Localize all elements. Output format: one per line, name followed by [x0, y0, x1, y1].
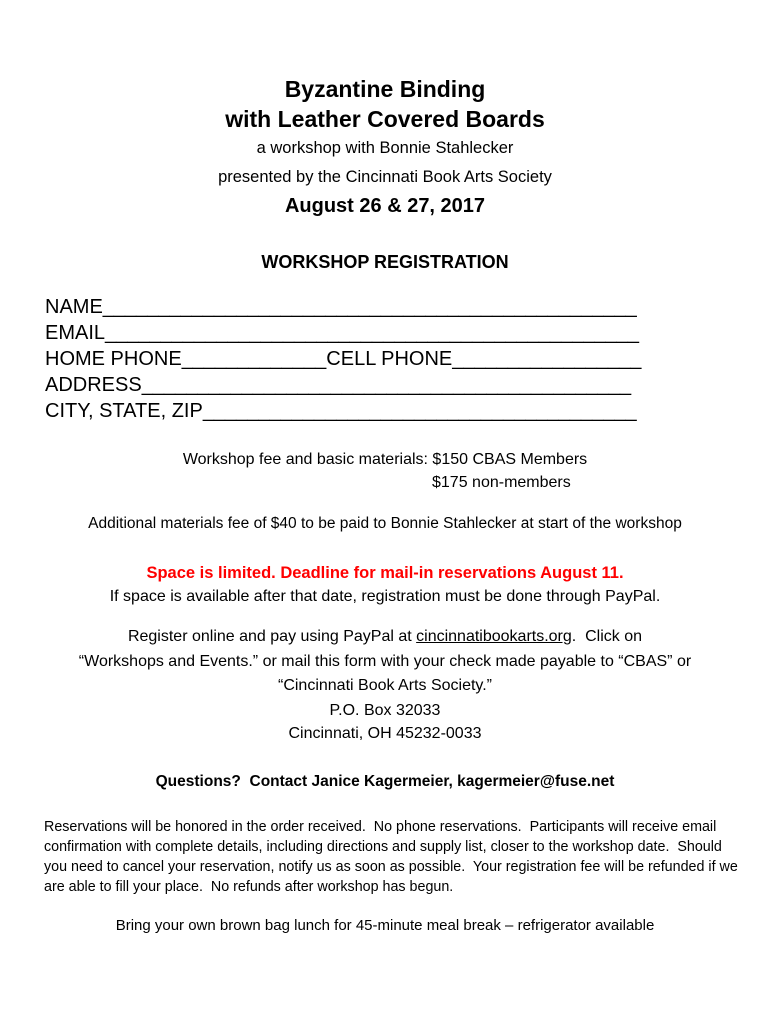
city-state-zip-label: CITY, STATE, ZIP	[45, 400, 203, 422]
policy-line-1: Reservations will be honored in the order received. No phone reservations. Participants will receive email	[44, 818, 717, 835]
fees-section	[40, 448, 730, 494]
registration-form	[45, 294, 730, 424]
address-label: ADDRESS	[45, 374, 142, 396]
reservation-policy-paragraph	[44, 817, 738, 898]
policy-line-3: you need to cancel your reservation, notify us as soon as possible. Your registration fee will be refunded if we	[44, 859, 738, 876]
fee-nonmembers-line: $175 non-members	[432, 474, 571, 491]
fee-members-line: Workshop fee and basic materials: $150 CBAS Members	[182, 451, 588, 468]
payee-name-line: “Cincinnati Book Arts Society.”	[277, 677, 492, 694]
section-heading-workshop-registration: WORKSHOP REGISTRATION	[261, 252, 509, 272]
name-label: NAME	[45, 296, 103, 318]
workshop-presenter-subtitle: presented by the Cincinnati Book Arts Society	[218, 168, 552, 186]
workshop-instructor-subtitle: a workshop with Bonnie Stahlecker	[256, 139, 514, 157]
paypal-fallback-note: If space is available after that date, registration must be done through PayPal.	[109, 588, 661, 605]
lunch-note: Bring your own brown bag lunch for 45-minute meal break – refrigerator available	[115, 916, 655, 934]
form-row-city-state-zip	[45, 398, 730, 424]
website-link[interactable]: cincinnatibookarts.org	[416, 628, 572, 645]
form-row-address	[45, 372, 730, 398]
mailing-address-po-box: P.O. Box 32033	[329, 701, 441, 719]
address-blank-line: ____________________________________________	[141, 374, 632, 396]
document-title-line2: with Leather Covered Boards	[225, 106, 545, 132]
policy-line-4: are able to fill your place. No refunds after workshop has begun.	[44, 879, 454, 896]
cell-phone-blank-line: _________________	[452, 348, 642, 370]
workshop-dates: August 26 & 27, 2017	[284, 195, 486, 217]
email-blank-line: ________________________________________________	[105, 322, 639, 344]
form-row-email	[45, 320, 730, 346]
register-online-text-before-link: Register online and pay using PayPal at	[127, 628, 417, 645]
document-title-line1: Byzantine Binding	[284, 76, 486, 102]
questions-contact-line: Questions? Contact Janice Kagermeier, kagermeier@fuse.net	[155, 772, 615, 790]
deadline-notice: Space is limited. Deadline for mail-in reservations August 11.	[146, 564, 624, 582]
cell-phone-label: CELL PHONE	[326, 348, 453, 370]
registration-instructions	[40, 625, 730, 745]
mail-form-instructions-line: “Workshops and Events.” or mail this form with your check made payable to “CBAS” or	[78, 652, 692, 670]
home-phone-blank-line: _____________	[181, 348, 327, 370]
home-phone-label: HOME PHONE	[45, 348, 182, 370]
register-online-text-after-link: . Click on	[571, 628, 643, 645]
materials-fee-note: Additional materials fee of $40 to be paid to Bonnie Stahlecker at start of the workshop	[88, 515, 682, 532]
register-online-line	[40, 625, 730, 650]
policy-line-2: confirmation with complete details, including directions and supply list, closer to the workshop date. Should	[44, 838, 722, 855]
form-row-name	[45, 294, 730, 320]
name-blank-line: ________________________________________________	[102, 296, 637, 318]
email-label: EMAIL	[45, 322, 106, 344]
city-state-zip-blank-line: _______________________________________	[202, 400, 637, 422]
mailing-address-city-zip: Cincinnati, OH 45232-0033	[288, 724, 482, 742]
form-row-phones	[45, 346, 730, 372]
